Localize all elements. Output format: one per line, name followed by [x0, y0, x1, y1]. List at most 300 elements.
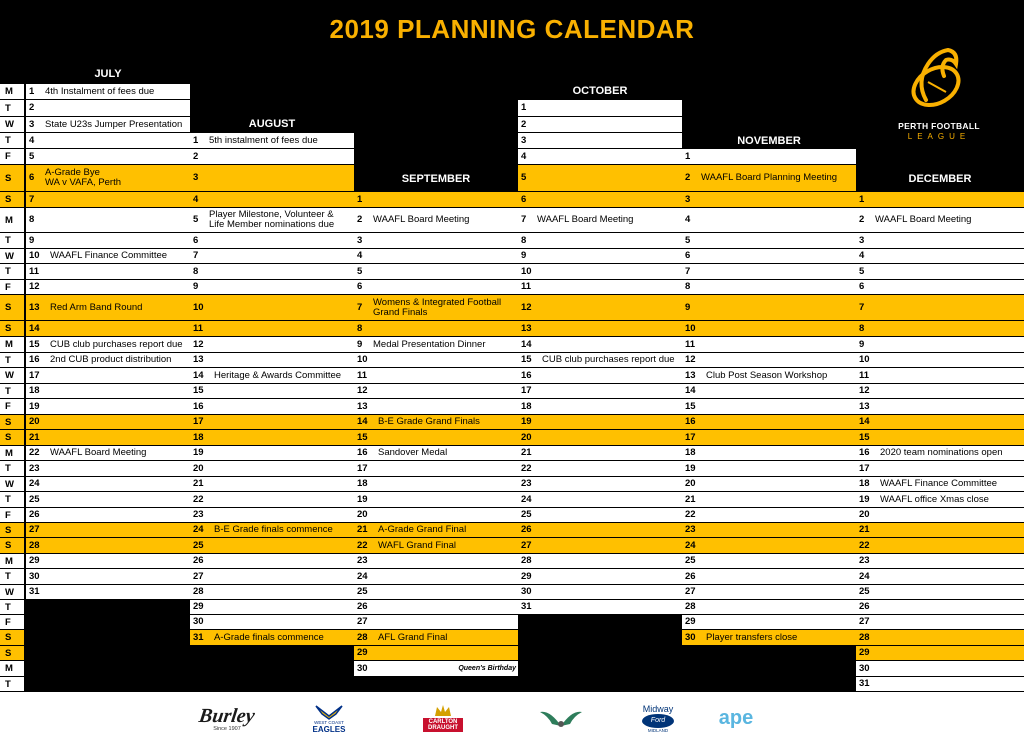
logo-line1: PERTH FOOTBALL	[898, 121, 980, 131]
day-number: 14	[685, 385, 696, 397]
day-cell	[190, 569, 354, 585]
day-number: 5	[859, 265, 865, 277]
day-number: 26	[357, 601, 368, 613]
day-cell	[856, 249, 1024, 264]
day-number: 15	[521, 354, 532, 366]
day-cell	[26, 492, 190, 508]
day-number: 21	[29, 431, 40, 443]
midway-logo-text: Midway	[642, 703, 674, 714]
day-cell	[354, 585, 518, 600]
day-number: 19	[685, 462, 696, 474]
day-number: 27	[357, 616, 368, 628]
day-cell	[682, 353, 856, 368]
day-number: 24	[859, 570, 870, 582]
day-number: 15	[193, 385, 204, 397]
day-cell	[190, 600, 354, 615]
day-number: 3	[193, 172, 199, 184]
day-cell	[518, 461, 682, 477]
day-number: 17	[685, 431, 696, 443]
day-number: 7	[357, 301, 363, 313]
day-number: 28	[193, 586, 204, 598]
day-cell	[26, 384, 190, 399]
day-cell	[190, 208, 354, 233]
burley-logo	[186, 698, 268, 738]
day-cell	[354, 661, 518, 677]
day-number: 11	[193, 322, 204, 334]
day-number: 17	[193, 416, 204, 428]
day-cell	[190, 133, 354, 149]
day-number: 15	[357, 431, 368, 443]
day-cell	[856, 233, 1024, 249]
day-number: 18	[521, 400, 532, 412]
day-number: 10	[685, 322, 696, 334]
day-number: 26	[29, 509, 40, 521]
day-number: 2	[521, 118, 527, 130]
day-number: 24	[521, 493, 532, 505]
day-cell	[354, 600, 518, 615]
day-cell	[354, 461, 518, 477]
event-text: WAAFL Board Planning Meeting	[701, 172, 838, 184]
perth-football-league-logo	[896, 42, 982, 142]
event-text: WAAFL office Xmas close	[880, 493, 989, 505]
day-number: 1	[521, 102, 527, 114]
day-number: 28	[357, 631, 368, 643]
day-cell	[190, 554, 354, 569]
day-number: 28	[859, 631, 870, 643]
day-cell	[354, 569, 518, 585]
day-number: 9	[685, 301, 691, 313]
day-label: S	[0, 630, 24, 646]
day-cell	[354, 554, 518, 569]
event-text: WAAFL Board Meeting	[50, 447, 147, 459]
day-cell	[682, 430, 856, 446]
day-cell	[682, 295, 856, 321]
day-number: 6	[685, 250, 691, 262]
day-number: 15	[859, 431, 870, 443]
day-label: W	[0, 585, 24, 600]
day-number: 28	[29, 539, 40, 551]
day-cell	[190, 149, 354, 165]
day-number: 20	[859, 509, 870, 521]
day-number: 4	[521, 150, 527, 162]
day-number: 6	[193, 234, 199, 246]
month-header-september: SEPTEMBER	[401, 173, 471, 185]
day-cell	[190, 461, 354, 477]
day-label: W	[0, 368, 24, 384]
day-number: 11	[29, 265, 40, 277]
sponsor-strip	[0, 692, 1024, 745]
day-label: S	[0, 430, 24, 446]
day-label: S	[0, 415, 24, 430]
event-text: A-Grade Bye WA v VAFA, Perth	[45, 167, 122, 188]
day-cell	[682, 149, 856, 165]
day-number: 18	[685, 447, 696, 459]
event-text: WAAFL Board Meeting	[373, 214, 470, 226]
day-label: T	[0, 677, 24, 692]
day-number: 29	[859, 647, 870, 659]
day-number: 23	[859, 555, 870, 567]
day-cell	[26, 337, 190, 353]
day-cell	[190, 295, 354, 321]
day-number: 9	[29, 234, 35, 246]
day-cell	[518, 353, 682, 368]
day-cell	[518, 208, 682, 233]
day-number: 26	[685, 570, 696, 582]
day-number: 1	[193, 134, 199, 146]
carlton-logo-text: CARLTON DRAUGHT	[423, 718, 463, 732]
day-number: 3	[859, 234, 865, 246]
day-number: 22	[29, 447, 40, 459]
day-cell	[856, 646, 1024, 661]
day-number: 27	[193, 570, 204, 582]
day-cell	[518, 368, 682, 384]
day-cell	[682, 249, 856, 264]
day-number: 8	[193, 265, 199, 277]
swan-football-icon	[896, 42, 982, 112]
day-number: 25	[357, 586, 368, 598]
day-cell	[354, 630, 518, 646]
day-cell	[26, 523, 190, 538]
event-text: CUB club purchases report due	[50, 338, 183, 350]
day-number: 17	[357, 462, 368, 474]
day-cell	[190, 585, 354, 600]
month-header-july: JULY	[94, 68, 122, 80]
day-number: 11	[521, 281, 532, 293]
day-number: 12	[685, 354, 696, 366]
day-number: 11	[859, 369, 870, 381]
day-cell	[26, 149, 190, 165]
event-text: 2nd CUB product distribution	[50, 354, 172, 366]
day-number: 29	[685, 616, 696, 628]
day-number: 3	[685, 193, 691, 205]
day-number: 11	[685, 338, 696, 350]
day-number: 30	[29, 570, 40, 582]
day-number: 27	[29, 524, 40, 536]
day-cell	[190, 353, 354, 368]
day-cell	[26, 133, 190, 149]
day-number: 25	[521, 509, 532, 521]
day-cell	[518, 133, 682, 149]
day-cell	[518, 264, 682, 280]
day-number: 18	[357, 478, 368, 490]
day-number: 8	[357, 322, 363, 334]
day-cell	[856, 446, 1024, 461]
day-number: 9	[521, 250, 527, 262]
day-cell	[354, 646, 518, 661]
day-number: 25	[685, 555, 696, 567]
burley-logo-sub: Since 1907	[213, 725, 241, 732]
day-cell	[26, 264, 190, 280]
day-number: 27	[685, 586, 696, 598]
day-cell	[354, 337, 518, 353]
event-text: WAAFL Finance Committee	[880, 478, 998, 490]
day-cell	[26, 569, 190, 585]
day-cell	[682, 630, 856, 646]
day-cell	[354, 368, 518, 384]
day-number: 21	[685, 493, 696, 505]
day-cell	[354, 208, 518, 233]
day-number: 30	[685, 631, 696, 643]
event-text: 4th Instalment of fees due	[45, 85, 155, 97]
day-number: 29	[193, 601, 204, 613]
day-number: 20	[29, 416, 40, 428]
day-number: 17	[29, 369, 40, 381]
ape-logo	[714, 698, 758, 738]
day-label: T	[0, 384, 24, 399]
day-cell	[26, 538, 190, 554]
day-cell	[26, 554, 190, 569]
day-cell	[518, 399, 682, 415]
day-cell	[518, 538, 682, 554]
day-number: 28	[685, 601, 696, 613]
day-cell	[190, 337, 354, 353]
day-cell	[354, 523, 518, 538]
day-number: 2	[357, 214, 363, 226]
day-number: 9	[193, 281, 199, 293]
day-cell	[856, 554, 1024, 569]
ape-logo-text: ape	[718, 707, 754, 729]
day-label: M	[0, 208, 24, 233]
day-number: 1	[29, 85, 35, 97]
event-text: A-Grade Grand Final	[378, 524, 467, 536]
day-cell	[518, 192, 682, 208]
day-number: 21	[859, 524, 870, 536]
day-number: 4	[29, 134, 35, 146]
day-number: 23	[29, 462, 40, 474]
day-number: 9	[357, 338, 363, 350]
day-number: 18	[193, 431, 204, 443]
day-number: 12	[29, 281, 40, 293]
day-number: 5	[29, 150, 35, 162]
day-number: 20	[685, 478, 696, 490]
month-header-august: AUGUST	[248, 118, 296, 130]
day-cell	[518, 233, 682, 249]
day-number: 24	[193, 524, 204, 536]
day-label: T	[0, 461, 24, 477]
day-label: M	[0, 661, 24, 677]
day-label: F	[0, 280, 24, 295]
day-number: 25	[193, 539, 204, 551]
day-cell	[682, 554, 856, 569]
day-cell	[682, 208, 856, 233]
day-cell	[26, 84, 190, 100]
day-cell	[518, 165, 682, 192]
day-cell	[190, 165, 354, 192]
day-number: 3	[29, 118, 35, 130]
day-number: 19	[521, 416, 532, 428]
day-cell	[856, 461, 1024, 477]
event-text: Womens & Integrated Football Grand Finals	[373, 296, 502, 318]
day-cell	[518, 149, 682, 165]
day-label: T	[0, 264, 24, 280]
day-cell	[190, 192, 354, 208]
day-cell	[682, 446, 856, 461]
day-cell	[354, 280, 518, 295]
day-cell	[26, 353, 190, 368]
day-cell	[682, 615, 856, 630]
day-cell	[518, 600, 682, 615]
day-cell	[190, 280, 354, 295]
day-cell	[682, 461, 856, 477]
day-label: M	[0, 554, 24, 569]
day-number: 4	[859, 250, 865, 262]
day-number: 7	[685, 265, 691, 277]
day-number: 6	[859, 281, 865, 293]
day-cell	[518, 569, 682, 585]
day-cell	[682, 492, 856, 508]
day-cell	[354, 353, 518, 368]
day-label: S	[0, 538, 24, 554]
day-cell	[518, 446, 682, 461]
day-label: S	[0, 646, 24, 661]
day-number: 17	[859, 462, 870, 474]
event-text: Heritage & Awards Committee	[214, 369, 342, 381]
day-cell	[354, 233, 518, 249]
day-cell	[354, 249, 518, 264]
day-label: S	[0, 321, 24, 337]
day-number: 14	[521, 338, 532, 350]
day-number: 26	[859, 601, 870, 613]
day-cell	[26, 430, 190, 446]
day-cell	[518, 117, 682, 133]
day-cell	[682, 321, 856, 337]
day-number: 25	[29, 493, 40, 505]
month-header-november: NOVEMBER	[737, 135, 801, 147]
day-label: M	[0, 337, 24, 353]
day-cell	[856, 430, 1024, 446]
day-number: 31	[193, 631, 204, 643]
day-number: 22	[357, 539, 368, 551]
day-cell	[518, 585, 682, 600]
day-number: 8	[29, 214, 35, 226]
day-cell	[190, 492, 354, 508]
event-text: WAFL Grand Final	[378, 539, 456, 551]
event-text: Medal Presentation Dinner	[373, 338, 486, 350]
day-label: T	[0, 353, 24, 368]
day-cell	[518, 415, 682, 430]
day-cell	[682, 399, 856, 415]
day-number: 18	[29, 385, 40, 397]
day-cell	[354, 321, 518, 337]
carlton-draught-logo	[420, 698, 466, 738]
day-label: F	[0, 615, 24, 630]
month-header-december: DECEMBER	[908, 173, 972, 185]
day-number: 19	[193, 447, 204, 459]
day-number: 13	[521, 322, 532, 334]
day-number: 8	[521, 234, 527, 246]
day-cell	[354, 192, 518, 208]
event-text: Player transfers close	[706, 631, 798, 643]
day-cell	[682, 280, 856, 295]
day-cell	[26, 399, 190, 415]
day-number: 2	[685, 172, 691, 184]
day-number: 12	[521, 301, 532, 313]
day-cell	[856, 615, 1024, 630]
day-number: 16	[859, 447, 870, 459]
day-number: 26	[521, 524, 532, 536]
event-text: 2020 team nominations open	[880, 447, 1003, 459]
event-text: Red Arm Band Round	[50, 301, 143, 313]
day-cell	[190, 321, 354, 337]
day-cell	[518, 554, 682, 569]
day-number: 16	[521, 369, 532, 381]
day-cell	[518, 430, 682, 446]
day-label: T	[0, 100, 24, 117]
day-cell	[354, 295, 518, 321]
day-number: 29	[357, 647, 368, 659]
day-cell	[518, 321, 682, 337]
day-label: T	[0, 492, 24, 508]
day-number: 10	[193, 301, 204, 313]
burley-logo-text: Burley	[197, 704, 257, 727]
day-cell	[190, 368, 354, 384]
day-number: 14	[193, 369, 204, 381]
day-cell	[26, 446, 190, 461]
day-cell	[26, 192, 190, 208]
day-cell	[856, 477, 1024, 492]
day-number: 30	[193, 616, 204, 628]
day-number: 1	[685, 150, 691, 162]
day-cell	[682, 538, 856, 554]
day-cell	[190, 477, 354, 492]
day-number: 12	[193, 338, 204, 350]
day-number: 12	[859, 385, 870, 397]
day-cell	[682, 384, 856, 399]
day-cell	[26, 233, 190, 249]
event-text: Club Post Season Workshop	[706, 369, 828, 381]
day-cell	[856, 508, 1024, 523]
day-cell	[26, 208, 190, 233]
event-text: Player Milestone, Volunteer & Life Member nominations due	[209, 209, 335, 230]
day-cell	[856, 321, 1024, 337]
day-cell	[856, 264, 1024, 280]
day-number: 21	[521, 447, 532, 459]
day-cell	[190, 384, 354, 399]
day-number: 23	[521, 478, 532, 490]
day-cell	[354, 615, 518, 630]
day-cell	[682, 585, 856, 600]
day-number: 10	[521, 265, 532, 277]
day-number: 1	[859, 193, 865, 205]
day-cell	[190, 446, 354, 461]
day-number: 12	[357, 385, 368, 397]
day-label: S	[0, 523, 24, 538]
day-number: 10	[357, 354, 368, 366]
day-cell	[26, 461, 190, 477]
event-text: CUB club purchases report due	[542, 354, 675, 366]
day-cell	[518, 477, 682, 492]
day-cell	[682, 165, 856, 192]
day-number: 21	[357, 524, 368, 536]
ford-oval-icon: Ford	[642, 714, 674, 728]
day-number: 31	[521, 601, 532, 613]
event-text: State U23s Jumper Presentation	[45, 118, 183, 130]
day-number: 4	[685, 214, 691, 226]
day-number: 20	[357, 509, 368, 521]
day-number: 30	[357, 662, 368, 674]
day-number: 13	[859, 400, 870, 412]
day-cell	[856, 585, 1024, 600]
day-number: 19	[29, 400, 40, 412]
day-number: 22	[521, 462, 532, 474]
day-number: 14	[859, 416, 870, 428]
day-cell	[856, 677, 1024, 692]
day-number: 22	[193, 493, 204, 505]
day-cell	[682, 264, 856, 280]
event-text: WAAFL Finance Committee	[50, 250, 168, 262]
eagle-icon	[314, 702, 344, 720]
day-number: 13	[357, 400, 368, 412]
